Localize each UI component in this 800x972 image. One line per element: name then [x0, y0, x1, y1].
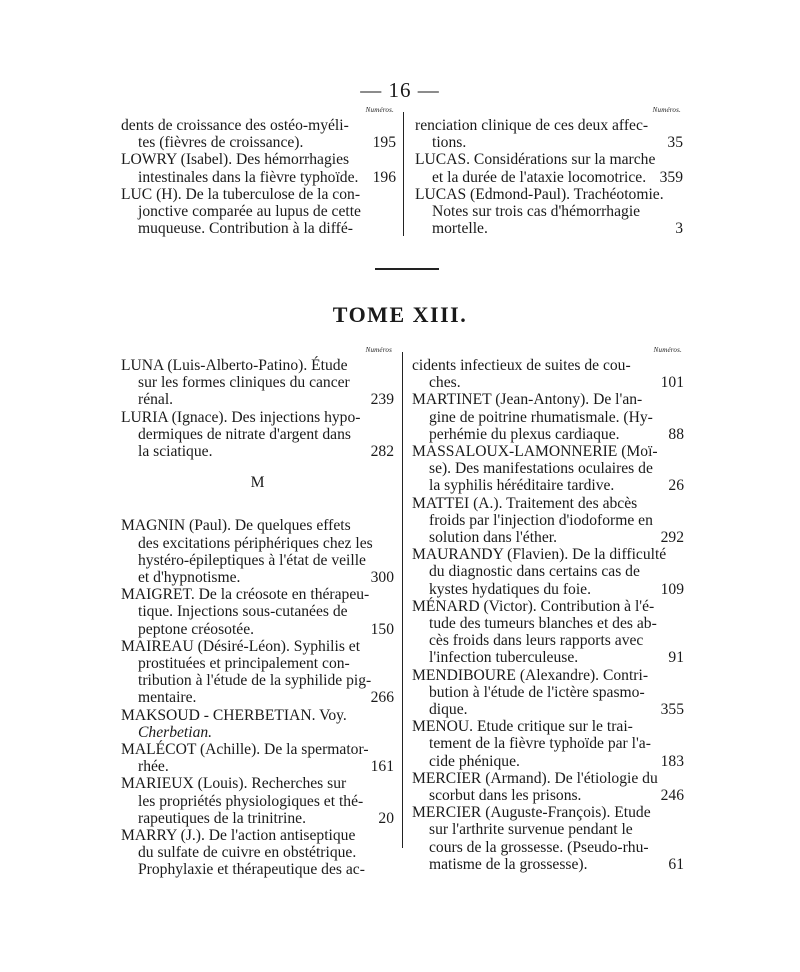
index-entry [412, 495, 684, 547]
entry-line [121, 758, 394, 775]
entry-text: perhémie du plexus cardiaque. [429, 425, 620, 443]
index-entry [412, 598, 684, 667]
thesis-number: 35 [667, 134, 683, 152]
entry-text: cide phénique. [429, 752, 520, 770]
entry-text: tions. [432, 134, 467, 152]
entry-line [412, 735, 684, 752]
entry-line [121, 861, 394, 878]
entry-text: MAIGRET. De la créosote en thérapeu- [121, 586, 370, 604]
index-entry [121, 117, 396, 151]
entry-heading-line [121, 827, 394, 844]
entry-text: se). Des manifestations oculaires de [429, 460, 653, 478]
entry-heading-line [412, 804, 684, 821]
entry-line [121, 552, 394, 569]
entry-text: l'infection tuberculeuse. [429, 649, 579, 667]
entry-line [121, 655, 394, 672]
entry-heading-line [121, 586, 394, 603]
thesis-number: 183 [660, 752, 684, 770]
thesis-number: 246 [660, 787, 684, 805]
entry-line [412, 460, 684, 477]
entry-text: cours de la grossesse. (Pseudo-rhu- [429, 838, 649, 856]
entry-text: peptone créosotée. [138, 620, 255, 638]
entry-text: Notes sur trois cas d'hémorrhagie [432, 203, 641, 221]
index-entry [415, 117, 683, 151]
entry-text: LUC (H). De la tuberculose de la con- [121, 185, 361, 203]
entry-heading-line [121, 117, 396, 134]
thesis-number: 300 [370, 569, 394, 587]
entry-heading-line [121, 638, 394, 655]
entry-line [121, 169, 396, 186]
entry-line [415, 220, 683, 237]
entry-heading-line [412, 495, 684, 512]
entry-line [121, 603, 394, 620]
index-entry [412, 770, 684, 804]
entry-line [121, 374, 394, 391]
entry-text: solution dans l'éther. [429, 529, 557, 547]
thesis-number: 26 [668, 477, 684, 495]
thesis-number: 266 [370, 689, 394, 707]
entry-line [412, 787, 684, 804]
entry-line [412, 477, 684, 494]
entry-heading-line [415, 186, 683, 203]
entry-line [121, 569, 394, 586]
entry-text: dermiques de nitrate d'argent dans [138, 425, 351, 443]
thesis-number: 359 [659, 168, 683, 186]
index-entry [415, 151, 683, 185]
entry-text: rapeutiques de la trinitrine. [138, 809, 307, 827]
entry-text: muqueuse. Contribution à la diffé- [138, 220, 353, 238]
entry-text: MÉNARD (Victor). Contribution à l'é- [412, 597, 655, 615]
entry-text: et d'hypnotisme. [138, 569, 241, 587]
entry-text: matisme de la grossesse). [429, 855, 588, 873]
entry-text: hystéro-épileptiques à l'état de veille [138, 551, 366, 569]
entry-heading-line [412, 598, 684, 615]
index-entry [412, 443, 684, 495]
entry-line [412, 426, 684, 443]
entry-text: LURIA (Ignace). Des injections hypo- [121, 408, 361, 426]
entry-text: MAIREAU (Désiré-Léon). Syphilis et [121, 637, 361, 655]
entry-heading-line [412, 546, 684, 563]
bottom-right-column [408, 346, 684, 873]
entry-list [121, 117, 396, 237]
entry-text: MASSALOUX-LAMONNERIE (Moï- [412, 443, 658, 461]
entry-line [412, 581, 684, 598]
numeros-header: Numéros. [653, 346, 682, 354]
column-divider-top [403, 112, 404, 236]
thesis-number: 239 [370, 391, 394, 409]
entry-line [412, 529, 684, 546]
entry-line [415, 134, 683, 151]
index-entry [121, 186, 396, 238]
entry-text: intestinales dans la fièvre typhoïde. [138, 168, 359, 186]
entry-text: rénal. [138, 391, 174, 409]
entry-text: mentaire. [138, 689, 197, 707]
thesis-number: 150 [370, 620, 394, 638]
entry-line [121, 535, 394, 552]
entry-heading-line [412, 357, 684, 374]
entry-text: gine de poitrine rhumatismale. (Hy- [429, 408, 653, 426]
thesis-number: 109 [660, 580, 684, 598]
entry-text: prostituées et principalement con- [138, 655, 350, 673]
numeros-header: Numéros. [365, 106, 394, 114]
entry-line [121, 134, 396, 151]
entry-heading-line [415, 151, 683, 168]
entry-heading-line [415, 117, 683, 134]
index-entry [121, 151, 396, 185]
entry-line [415, 169, 683, 186]
index-entry [121, 775, 394, 827]
entry-text: MALÉCOT (Achille). De la spermator- [121, 741, 369, 759]
thesis-number: 3 [675, 220, 683, 238]
entry-text: LOWRY (Isabel). Des hémorrhagies [121, 151, 350, 169]
index-entry [121, 586, 394, 638]
entry-heading-line [412, 718, 684, 735]
index-entry [121, 517, 394, 586]
entry-list [408, 117, 683, 237]
entry-text: ches. [429, 374, 461, 392]
entry-text: Prophylaxie et thérapeutique des ac- [138, 861, 365, 879]
thesis-number: 91 [668, 649, 684, 667]
thesis-number: 101 [660, 374, 684, 392]
entry-text: LUNA (Luis-Alberto-Patino). Étude [121, 357, 348, 374]
entry-text: sur l'arthrite survenue pendant le [429, 821, 633, 839]
entry-text: la syphilis héréditaire tardive. [429, 477, 615, 495]
entry-line [121, 724, 394, 741]
numeros-header: Numéros. [652, 106, 681, 114]
index-entry [121, 638, 394, 707]
entry-list [121, 517, 394, 878]
entry-heading-line [412, 770, 684, 787]
index-entry [412, 357, 684, 391]
entry-text: cidents infectieux de suites de cou- [412, 357, 631, 374]
thesis-number: 355 [660, 701, 684, 719]
bottom-left-column [121, 346, 394, 879]
thesis-number: 196 [372, 168, 396, 186]
entry-line [412, 649, 684, 666]
entry-text: MERCIER (Auguste-François). Etude [412, 804, 651, 822]
entry-heading-line [121, 517, 394, 534]
entry-line [121, 672, 394, 689]
entry-line [412, 632, 684, 649]
entry-line [121, 443, 394, 460]
entry-line [412, 753, 684, 770]
entry-line [412, 615, 684, 632]
entry-text: et la durée de l'ataxie locomotrice. [432, 168, 647, 186]
entry-line [412, 839, 684, 856]
column-divider-bottom [402, 352, 403, 848]
entry-text: MENDIBOURE (Alexandre). Contri- [412, 666, 649, 684]
index-entry [412, 546, 684, 598]
entry-heading-line [121, 151, 396, 168]
entry-text: la sciatique. [138, 443, 213, 461]
entry-heading-line [412, 667, 684, 684]
entry-heading-line [121, 186, 396, 203]
entry-list [408, 357, 684, 873]
entry-line [412, 563, 684, 580]
entry-text: MAKSOUD - CHERBETIAN. Voy. [121, 706, 347, 724]
top-left-column [121, 106, 396, 237]
page-number: — 16 — [360, 78, 440, 102]
entry-text: sur les formes cliniques du cancer [138, 374, 350, 392]
thesis-number: 195 [372, 134, 396, 152]
section-letter: M [250, 474, 265, 492]
top-right-column [408, 106, 683, 237]
entry-text: MERCIER (Armand). De l'étiologie du [412, 769, 658, 787]
entry-line [121, 220, 396, 237]
entry-heading-line [121, 741, 394, 758]
entry-line [121, 844, 394, 861]
thesis-number: 282 [370, 443, 394, 461]
thesis-number: 292 [660, 529, 684, 547]
entry-text: mortelle. [432, 220, 488, 238]
entry-text: LUCAS. Considérations sur la marche [415, 151, 656, 169]
entry-heading-line [121, 357, 394, 374]
index-entry [121, 357, 394, 409]
entry-heading-line [121, 707, 394, 724]
entry-text: cès froids dans leurs rapports avec [429, 632, 644, 650]
numeros-header: Numéros [365, 346, 392, 354]
entry-line [412, 512, 684, 529]
entry-text: des excitations périphériques chez les [138, 534, 373, 552]
entry-heading-line [121, 409, 394, 426]
thesis-number: 61 [668, 855, 684, 873]
entry-heading-line [412, 443, 684, 460]
entry-text: rhée. [138, 758, 169, 776]
entry-line [121, 689, 394, 706]
index-entry [121, 707, 394, 741]
thesis-number: 20 [378, 809, 394, 827]
entry-text: tribution à l'étude de la syphilide pig- [138, 672, 372, 690]
thesis-number: 88 [668, 425, 684, 443]
entry-text: scorbut dans les prisons. [429, 787, 582, 805]
entry-text: MAGNIN (Paul). De quelques effets [121, 517, 351, 535]
entry-line [121, 621, 394, 638]
index-entry [412, 718, 684, 770]
entry-text: dents de croissance des ostéo-myéli- [121, 117, 349, 134]
entry-text: dique. [429, 701, 468, 719]
entry-line [121, 426, 394, 443]
entry-text: froids par l'injection d'iodoforme en [429, 511, 653, 529]
entry-line [412, 821, 684, 838]
index-entry [121, 741, 394, 775]
entry-line [415, 203, 683, 220]
index-entry [412, 804, 684, 873]
entry-list [121, 357, 394, 460]
entry-heading-line [121, 775, 394, 792]
entry-text: MARTINET (Jean-Antony). De l'an- [412, 391, 643, 409]
entry-line [412, 409, 684, 426]
index-entry [121, 827, 394, 879]
entry-text: du diagnostic dans certains cas de [429, 563, 640, 581]
index-entry [415, 186, 683, 238]
entry-line [121, 391, 394, 408]
index-entry [121, 409, 394, 461]
thesis-number: 161 [370, 758, 394, 776]
entry-text: kystes hydatiques du foie. [429, 580, 591, 598]
entry-text: tement de la fièvre typhoïde par l'a- [429, 735, 651, 753]
index-entry [412, 667, 684, 719]
entry-text: les propriétés physiologiques et thé- [138, 792, 364, 810]
entry-text: MENOU. Etude critique sur le trai- [412, 718, 633, 736]
tome-title: TOME XIII. [332, 302, 468, 327]
entry-text: tude des tumeurs blanches et des ab- [429, 615, 657, 633]
section-rule [375, 268, 439, 270]
entry-heading-line [412, 391, 684, 408]
entry-text: tique. Injections sous-cutanées de [138, 603, 348, 621]
entry-line [121, 203, 396, 220]
entry-text: MAURANDY (Flavien). De la difficulté [412, 546, 667, 564]
entry-text: du sulfate de cuivre en obstétrique. [138, 844, 357, 862]
entry-text: jonctive comparée au lupus de cette [138, 203, 361, 221]
entry-line [412, 701, 684, 718]
entry-line [412, 374, 684, 391]
entry-line [412, 856, 684, 873]
entry-text: bution à l'étude de l'ictère spasmo- [429, 683, 645, 701]
entry-text: renciation clinique de ces deux affec- [415, 117, 649, 134]
index-entry [412, 391, 684, 443]
entry-text: MATTEI (A.). Traitement des abcès [412, 494, 638, 512]
entry-text: tes (fièvres de croissance). [138, 134, 304, 152]
entry-line [121, 793, 394, 810]
entry-line [412, 684, 684, 701]
entry-text: LUCAS (Edmond-Paul). Trachéotomie. [415, 185, 664, 203]
entry-line [121, 810, 394, 827]
entry-text: MARIEUX (Louis). Recherches sur [121, 775, 347, 793]
entry-text: MARRY (J.). De l'action antiseptique [121, 827, 356, 845]
entry-text: Cherbetian. [138, 723, 213, 741]
